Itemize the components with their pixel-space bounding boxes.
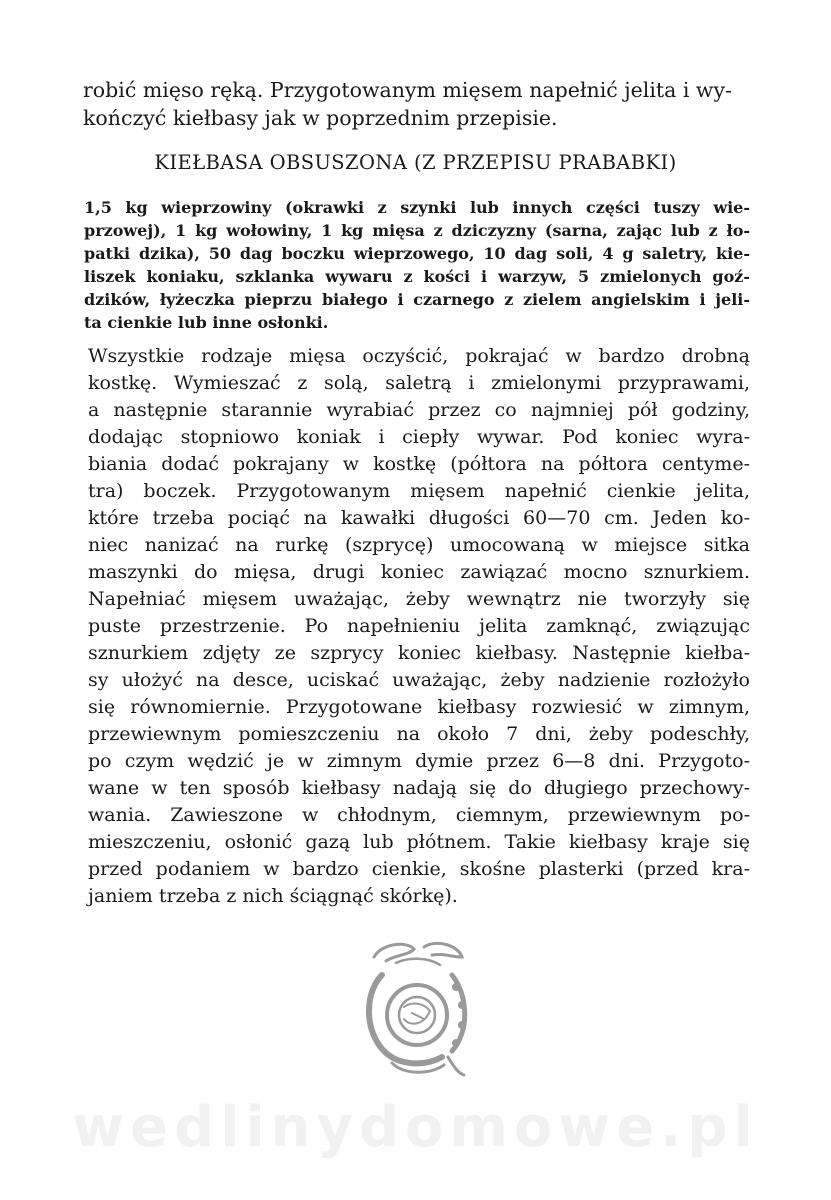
instructions-line: a następnie starannie wyrabiać przez co najmniej pół godziny, (88, 399, 750, 421)
instructions-line: niec nanizać na rurkę (szprycę) umocowaną w miejsce sitka (88, 534, 750, 556)
instructions-line: biania dodać pokrajany w kostkę (półtora na półtora centyme- (88, 453, 750, 475)
ingredients-line: liszek koniaku, szklanka wywaru z kości i warzyw, 5 zmielonych goź- (84, 267, 750, 286)
instructions-line: przewiewnym pomieszczeniu na około 7 dni, żeby podeschły, (88, 723, 750, 745)
instructions-line: Napełniać mięsem uważając, żeby wewnątrz nie tworzyły się (88, 588, 750, 610)
instructions-line: mieszczeniu, osłonić gazą lub płótnem. Takie kiełbasy kraje się (88, 831, 750, 853)
ingredients-line: patki dzika), 50 dag boczku wieprzowego, 10 dag soli, 4 g saletry, kie- (84, 244, 750, 263)
ingredients-line: ta cienkie lub inne osłonki. (84, 313, 329, 332)
watermark: wedlinydomowe.pl (72, 1095, 759, 1160)
instructions-line: po czym wędzić je w zimnym dymie przez 6—8 dni. Przygoto- (88, 750, 750, 772)
instructions-line: sznurkiem zdjęty ze szprycy koniec kiełbasy. Następnie kiełba- (88, 642, 750, 664)
instructions-line: maszynki do mięsa, drugi koniec zawiązać mocno sznurkiem. (88, 561, 750, 583)
intro-line: robić mięso ręką. Przygotowanym mięsem napełnić jelita i wy- (83, 78, 732, 102)
instructions-line: puste przestrzenie. Po napełnieniu jelita zamknąć, związując (88, 615, 750, 637)
instructions-line: janiem trzeba z nich ściągnąć skórkę). (88, 885, 458, 907)
intro-line: kończyć kiełbasy jak w poprzednim przepisie. (83, 106, 558, 130)
instructions-line: się równomiernie. Przygotowane kiełbasy rozwiesić w zimnym, (88, 696, 750, 718)
instructions-line: wane w ten sposób kiełbasy nadają się do długiego przechowy- (88, 777, 750, 799)
instructions-line: wania. Zawieszone w chłodnym, ciemnym, przewiewnym po- (88, 804, 750, 826)
instructions-line: dodając stopniowo koniak i ciepły wywar. Pod koniec wyra- (88, 426, 750, 448)
recipe-title: KIEŁBASA OBSUSZONA (Z PRZEPISU PRABABKI) (154, 151, 677, 174)
ingredients-line: przowej), 1 kg wołowiny, 1 kg mięsa z dziczyzny (sarna, zając lub z ło- (84, 221, 750, 240)
instructions-line: Wszystkie rodzaje mięsa oczyścić, pokrajać w bardzo drobną (88, 345, 750, 367)
ingredients-line: dzików, łyżeczka pieprzu białego i czarnego z zielem angielskim i jeli- (84, 290, 750, 309)
instructions-line: kostkę. Wymieszać z solą, saletrą i zmielonymi przyprawami, (88, 372, 750, 394)
ingredients-line: 1,5 kg wieprzowiny (okrawki z szynki lub innych części tuszy wie- (84, 198, 750, 217)
instructions-line: przed podaniem w bardzo cienkie, skośne plasterki (przed kra- (88, 858, 750, 880)
instructions-line: tra) boczek. Przygotowanym mięsem napełnić cienkie jelita, (88, 480, 750, 502)
instructions-line: sy ułożyć na desce, uciskać uważając, żeby nadzienie rozłożyło (88, 669, 750, 691)
decorative-wreath-icon (352, 935, 482, 1085)
instructions-line: które trzeba pociąć na kawałki długości 60—70 cm. Jeden ko- (88, 507, 750, 529)
